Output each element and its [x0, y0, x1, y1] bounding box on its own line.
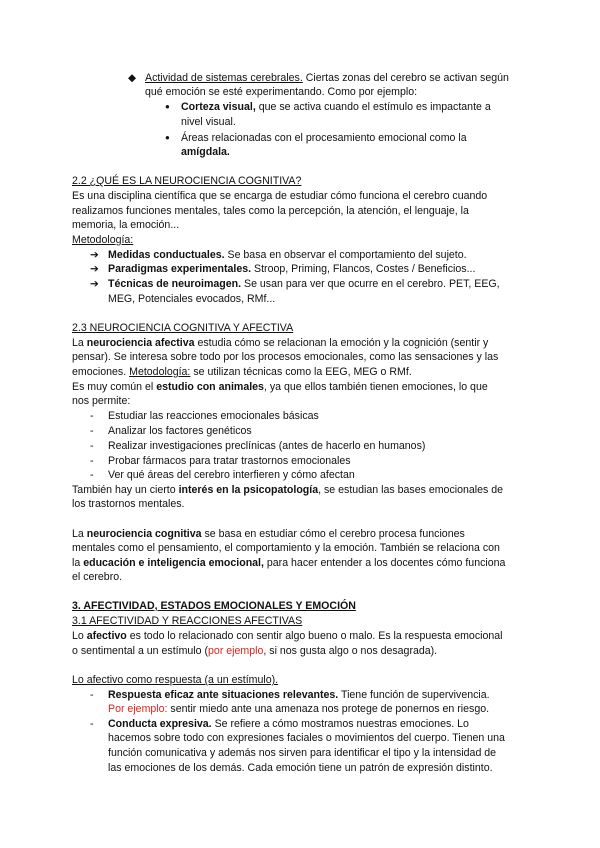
text-run: También hay un cierto — [72, 484, 179, 496]
dash-bullet: - — [90, 689, 94, 701]
s23-line-4 — [72, 380, 488, 394]
s23-line-9: mentales como el pensamiento, el comportamiento y la emoción. También se relaciona con — [72, 542, 500, 554]
bold-term: neurociencia afectiva — [86, 337, 195, 349]
text-run: Es muy común el — [72, 381, 157, 393]
response-item-2 — [108, 717, 469, 731]
text-run: o sentimental a un estímulo ( — [72, 645, 209, 657]
text-run: es todo lo relacionado con sentir algo bueno o malo. Es la respuesta emocional — [126, 630, 503, 642]
text-run: sentir miedo ante una amenaza nos protege de ponernos en riesgo. — [167, 703, 490, 715]
s22-paragraph-line-2: realizamos funciones mentales, tales como la percepción, la atención, el lenguaje, la — [72, 205, 469, 217]
text-run: se basa en estudiar cómo el cerebro procesa funciones — [201, 528, 465, 540]
diamond-bullet-icon: ◆ — [128, 72, 137, 84]
circle-bullet-icon: ● — [165, 102, 170, 111]
respuesta-heading: Lo afectivo como respuesta (a un estímulo). — [72, 674, 279, 686]
s23-line-6 — [72, 483, 503, 497]
s3-line-1 — [72, 629, 503, 643]
dash-bullet: - — [90, 425, 94, 437]
method-item-3-bold: Técnicas de neuroimagen. — [108, 278, 242, 290]
list-item: Realizar investigaciones preclínicas (antes de hacerlo en humanos) — [108, 440, 426, 452]
diamond-item-text: Ciertas zonas del cerebro se activan según — [302, 72, 509, 84]
section-2-2-heading: 2.2 ¿QUÉ ES LA NEUROCIENCIA COGNITIVA? — [72, 175, 302, 187]
diamond-item-line-1 — [145, 71, 509, 85]
example-label: Por ejemplo: — [108, 703, 168, 715]
method-item-1-bold: Medidas conductuales. — [108, 249, 225, 261]
text-run: para hacer entender a los docentes cómo funciona — [263, 557, 506, 569]
response-item-2-line-3: función comunicativa y además nos sirven para identificar el tipo y la intensidad de — [108, 747, 497, 759]
response-item-1-example — [108, 702, 489, 716]
list-item: Estudiar las reacciones emocionales básicas — [108, 410, 319, 422]
text-run: , ya que ellos también tienen emociones, lo que — [263, 381, 488, 393]
bold-term: interés en la psicopatología — [178, 484, 319, 496]
response-item-1 — [108, 688, 490, 702]
bold-term: Conducta expresiva. — [108, 718, 212, 730]
text-run: , si nos gusta algo o nos desagrada). — [263, 645, 438, 657]
arrow-bullet-icon: ➔ — [90, 263, 99, 275]
bullet-item-1-bold: Corteza visual, — [181, 101, 256, 113]
s23-line-3 — [72, 365, 412, 379]
method-item-3-text: Se usan para ver que ocurre en el cerebro. PET, EEG, — [241, 278, 500, 290]
bullet-item-2-line-1: Áreas relacionadas con el procesamiento emocional como la — [181, 132, 467, 144]
text-run: La — [72, 337, 87, 349]
bullet-item-1-line-1 — [181, 100, 491, 114]
method-item-3-line-2: MEG, Potenciales evocados, RMf... — [108, 293, 276, 305]
bold-term: educación e inteligencia emocional, — [83, 557, 264, 569]
diamond-item-line-2: qué emoción se esté experimentando. Como por ejemplo: — [145, 86, 418, 98]
text-run: se utilizan técnicas como la EEG, MEG o RMf. — [190, 366, 412, 378]
arrow-bullet-icon: ➔ — [90, 278, 99, 290]
section-3-1-heading: 3.1 AFECTIVIDAD Y REACCIONES AFECTIVAS — [72, 615, 303, 627]
diamond-item-title: Actividad de sistemas cerebrales. — [145, 72, 303, 84]
s3-line-2 — [72, 644, 437, 658]
dash-bullet: - — [90, 718, 94, 730]
s23-line-8 — [72, 527, 465, 541]
metodologia-label: Metodología: — [72, 234, 134, 246]
text-run: la — [72, 557, 84, 569]
dash-bullet: - — [90, 410, 94, 422]
s23-line-11: el cerebro. — [72, 571, 123, 583]
s22-paragraph-line-3: memoria, la emoción... — [72, 219, 180, 231]
text-run: Se refiere a cómo mostramos nuestras emociones. Lo — [211, 718, 469, 730]
method-item-2 — [108, 262, 475, 276]
s23-line-2: pensar). Se interesa sobre todo por los procesos emocionales, como las sensaciones y las — [72, 351, 499, 363]
s23-line-7: los trastornos mentales. — [72, 498, 185, 510]
dash-bullet: - — [90, 469, 94, 481]
bullet-item-1-text: que se activa cuando el estímulo es impactante a — [255, 101, 491, 113]
text-run: Lo — [72, 630, 87, 642]
text-run: Tiene función de supervivencia. — [338, 689, 490, 701]
bold-term: Respuesta eficaz ante situaciones relevantes. — [108, 689, 339, 701]
method-item-1-text: Se basa en observar el comportamiento del sujeto. — [224, 249, 467, 261]
s23-line-10 — [72, 556, 505, 570]
response-item-2-line-4: las emociones de los demás. Cada emoción tiene un patrón de expresión distinto. — [108, 762, 493, 774]
example-label: por ejemplo — [208, 645, 264, 657]
list-item: Analizar los factores genéticos — [108, 425, 252, 437]
bullet-item-1-line-2: nivel visual. — [181, 116, 236, 128]
bold-term: estudio con animales — [156, 381, 264, 393]
list-item: Probar fármacos para tratar trastornos emocionales — [108, 455, 351, 467]
metodologia-inline: Metodología: — [129, 366, 191, 378]
s23-line-5: nos permite: — [72, 395, 131, 407]
method-item-2-bold: Paradigmas experimentales. — [108, 263, 252, 275]
method-item-1 — [108, 248, 467, 262]
section-2-3-heading: 2.3 NEUROCIENCIA COGNITIVA Y AFECTIVA — [72, 322, 294, 334]
s23-line-1 — [72, 336, 488, 350]
arrow-bullet-icon: ➔ — [90, 249, 99, 261]
method-item-3 — [108, 277, 500, 291]
bold-term: afectivo — [86, 630, 127, 642]
section-3-heading: 3. AFECTIVIDAD, ESTADOS EMOCIONALES Y EMOCIÓN — [72, 600, 356, 612]
text-run: La — [72, 528, 87, 540]
bullet-item-2-line-2: amígdala. — [181, 146, 230, 158]
text-run: emociones. — [72, 366, 130, 378]
method-item-2-text: Stroop, Priming, Flancos, Costes / Beneficios... — [251, 263, 476, 275]
dash-bullet: - — [90, 455, 94, 467]
s22-paragraph-line-1: Es una disciplina científica que se encarga de estudiar cómo funciona el cerebro cuando — [72, 190, 488, 202]
text-run: , se estudian las bases emocionales de — [318, 484, 504, 496]
response-item-2-line-2: hacemos sobre todo con expresiones faciales o movimientos del cuerpo. Tienen una — [108, 732, 505, 744]
text-run: estudia cómo se relacionan la emoción y la cognición (sentir y — [194, 337, 489, 349]
circle-bullet-icon: ● — [165, 133, 170, 142]
bold-term: neurociencia cognitiva — [86, 528, 202, 540]
list-item: Ver qué áreas del cerebro interfieren y cómo afectan — [108, 469, 355, 481]
dash-bullet: - — [90, 440, 94, 452]
